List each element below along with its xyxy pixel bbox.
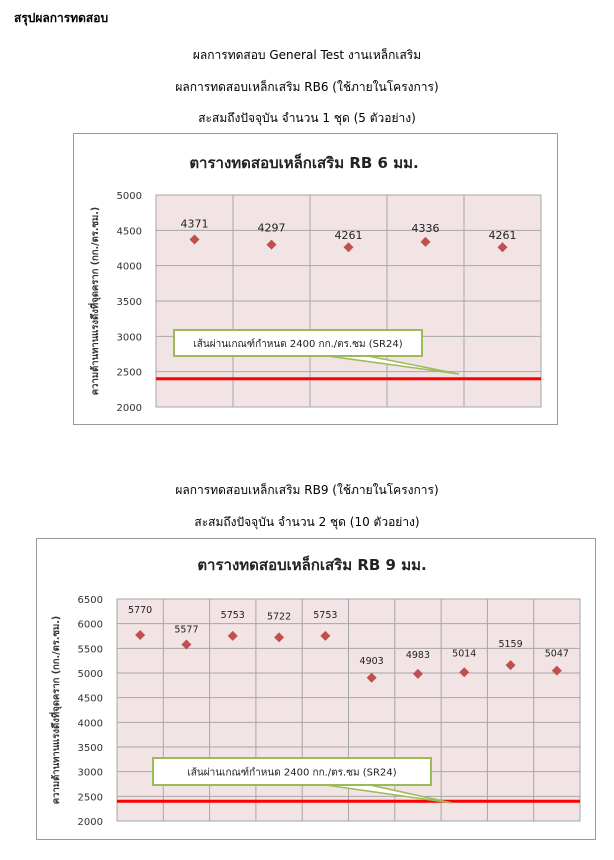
chart-title: ตารางทดสอบเหล็กเสริม RB 9 มม.: [197, 556, 427, 574]
page-heading: สรุปผลการทดสอบ: [14, 11, 109, 25]
threshold-callout-label: เส้นผ่านเกณฑ์กำหนด 2400 กก./ตร.ซม (SR24): [187, 767, 397, 779]
y-tick-label: 5500: [77, 644, 103, 656]
rb6-chart: [73, 133, 558, 425]
page-title: ผลการทดสอบ General Test งานเหล็กเสริม: [192, 48, 422, 62]
data-label: 4371: [180, 217, 209, 231]
rb9-subtitle: ผลการทดสอบเหล็กเสริม RB9 (ใช้ภายในโครงการ): [175, 483, 439, 497]
y-tick-label: 2500: [116, 367, 142, 379]
data-label: 4297: [257, 221, 286, 235]
data-label: 5577: [174, 624, 199, 636]
y-tick-label: 3000: [116, 332, 142, 344]
data-label: 5753: [313, 609, 338, 621]
rb9-chart: [36, 538, 596, 840]
data-label: 5770: [128, 605, 153, 617]
y-tick-label: 2500: [77, 792, 103, 804]
y-tick-label: 2000: [116, 403, 142, 414]
rb6-subtitle: ผลการทดสอบเหล็กเสริม RB6 (ใช้ภายในโครงการ): [175, 80, 439, 94]
rb9-chart-svg: [37, 539, 595, 839]
data-label: 4261: [488, 229, 517, 243]
threshold-callout-label: เส้นผ่านเกณฑ์กำหนด 2400 กก./ตร.ซม (SR24): [193, 339, 403, 350]
y-tick-label: 4500: [116, 226, 142, 238]
y-axis-label: ความต้านทานแรงดึงที่จุดคราก (กก./ตร.ซม.): [51, 615, 62, 805]
y-tick-label: 4500: [77, 693, 103, 705]
y-tick-label: 4000: [116, 261, 142, 273]
data-label: 4336: [411, 221, 440, 235]
rb6-chart-svg: [74, 134, 557, 424]
y-tick-label: 2000: [77, 817, 103, 828]
y-tick-label: 3000: [77, 767, 103, 779]
data-label: 5722: [266, 611, 292, 623]
y-tick-label: 5000: [77, 669, 103, 680]
y-tick-label: 4000: [77, 718, 103, 730]
data-label: 4983: [405, 649, 431, 661]
data-label: 4261: [334, 229, 363, 243]
data-label: 5159: [498, 639, 523, 651]
rb9-summary: สะสมถึงปัจจุบัน จำนวน 2 ชุด (10 ตัวอย่าง): [194, 515, 420, 529]
data-label: 4903: [359, 655, 384, 667]
y-axis-label: ความต้านทานแรงดึงที่จุดคราก (กก./ตร.ซม.): [90, 206, 101, 396]
y-tick-label: 3500: [77, 743, 103, 754]
y-tick-label: 5000: [116, 191, 142, 202]
data-label: 5753: [220, 609, 245, 621]
y-tick-label: 3500: [116, 297, 142, 308]
data-label: 5047: [544, 648, 569, 660]
chart-title: ตารางทดสอบเหล็กเสริม RB 6 มม.: [189, 154, 419, 172]
y-tick-label: 6000: [77, 619, 103, 631]
y-tick-label: 6500: [77, 595, 103, 606]
rb6-summary: สะสมถึงปัจจุบัน จำนวน 1 ชุด (5 ตัวอย่าง): [198, 111, 416, 125]
data-label: 5014: [452, 648, 477, 660]
